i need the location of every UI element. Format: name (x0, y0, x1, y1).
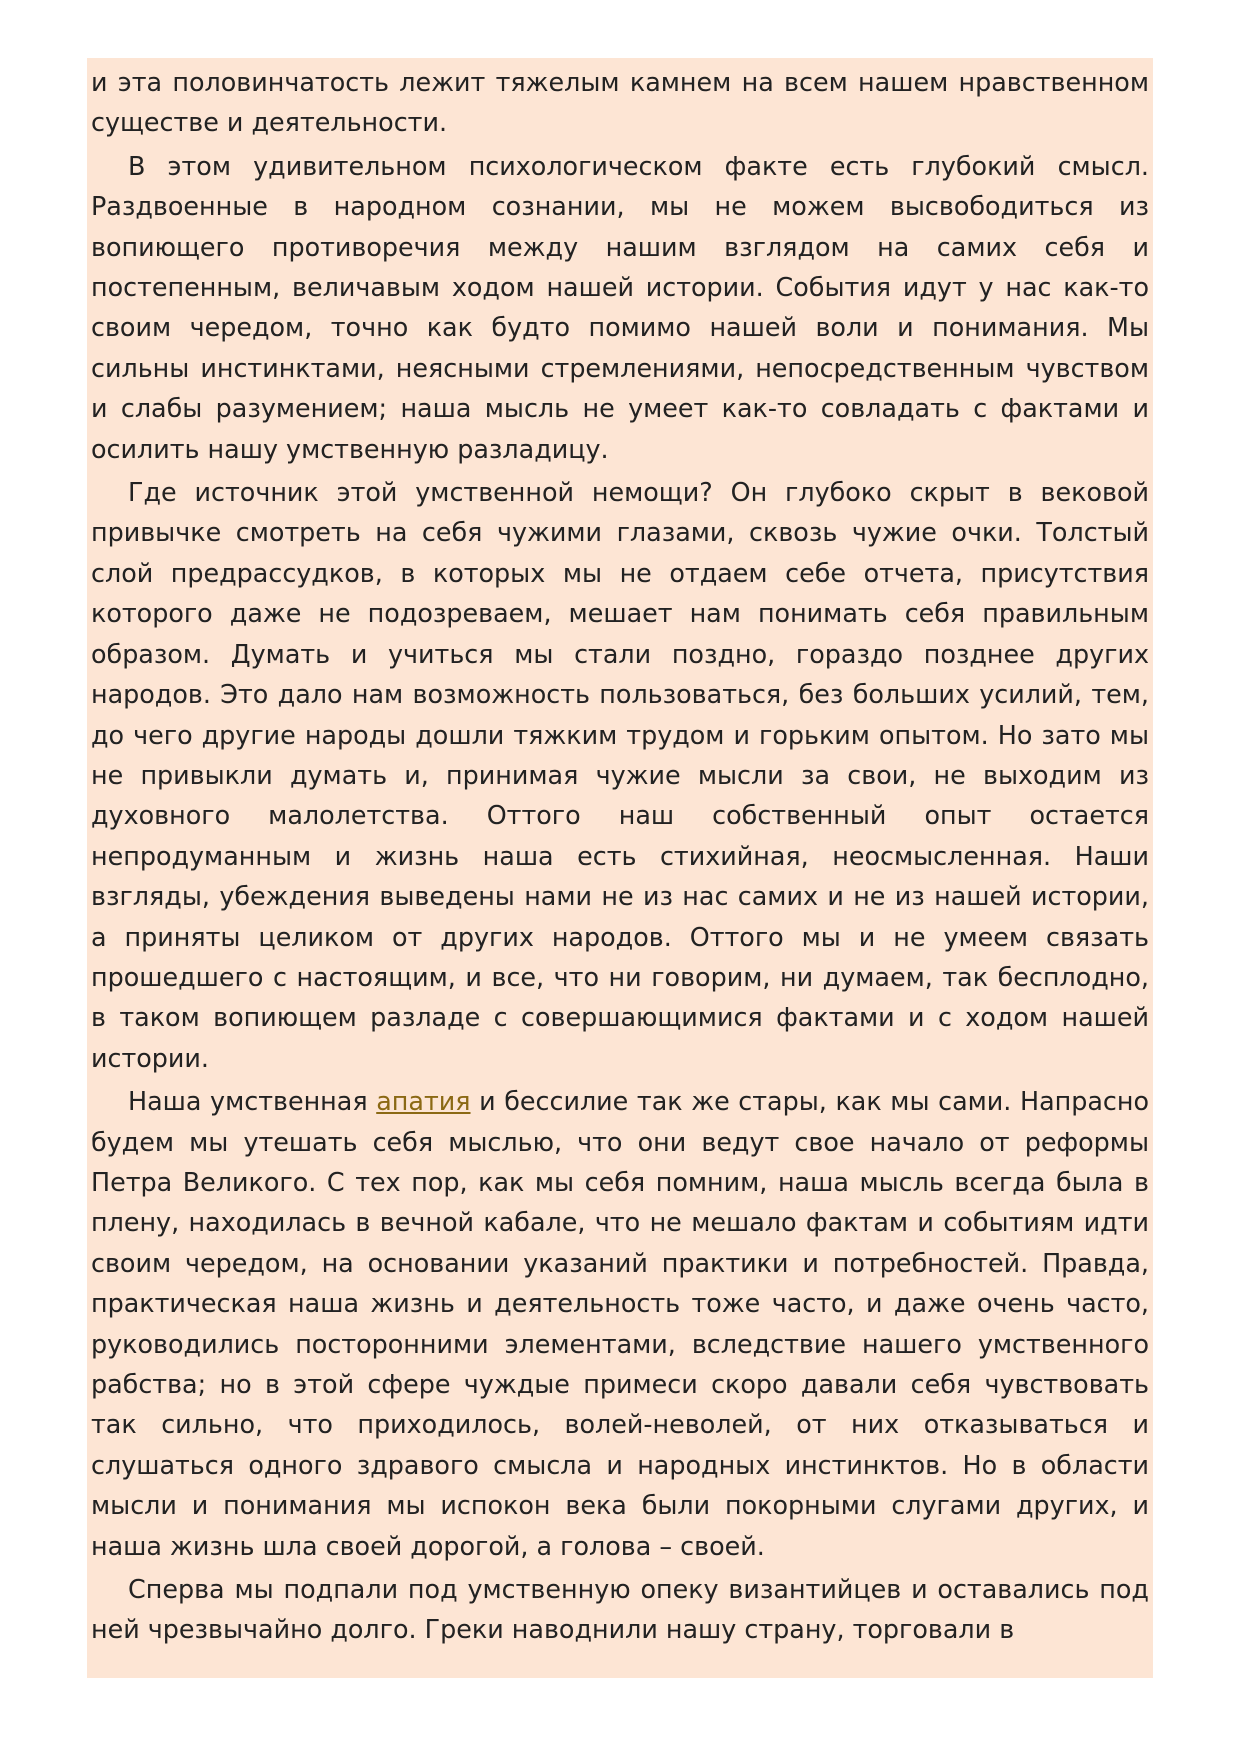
paragraph-text: и бессилие так же стары, как мы сами. Напрасно будем мы утешать себя мыслью, что они ведут свое начало от реформы Петра Великого. С тех пор, как мы себя помним, наша мысль всегда была в плену, находилась в вечной кабале, что не мешало фактам и событиям идти своим чередом, на основании указаний практики и потребностей. Правда, практическая наша жизнь и деятельность тоже часто, и даже очень часто, руководились посторонними элементами, вследствие нашего умственного рабства; но в этой сфере чуждые примеси скоро давали себя чувствовать так сильно, что приходилось, волей-неволей, от них отказываться и слушаться одного здравого смысла и народных инстинктов. Но в области мысли и понимания мы испокон века были покорными слугами других, и наша жизнь шла своей дорогой, а голова – своей. (91, 1086, 1149, 1561)
text-page (87, 58, 1153, 1678)
paragraph-p5 (91, 1569, 1149, 1650)
paragraph-p3 (91, 472, 1149, 1078)
paragraph-p2 (91, 146, 1149, 469)
paragraph-p4 (91, 1081, 1149, 1566)
paragraph-text: В этом удивительном психологическом факте есть глубокий смысл. Раздвоенные в народном сознании, мы не можем высвободиться из вопиющего противоречия между нашим взглядом на самих себя и постепенным, величавым ходом нашей истории. События идут у нас как-то своим чередом, точно как будто помимо нашей воли и понимания. Мы сильны инстинктами, неясными стремлениями, непосредственным чувством и слабы разумением; наша мысль не умеет как-то совладать с фактами и осилить нашу умственную разладицу. (91, 150, 1149, 464)
term-link-apatia[interactable]: апатия (376, 1086, 471, 1117)
paragraph-text: и эта половинчатость лежит тяжелым камнем на всем нашем нравственном существе и деятельности. (91, 67, 1149, 138)
paragraph-p1 (91, 62, 1149, 143)
paragraph-text: Наша умственная (128, 1086, 377, 1117)
paragraph-text: Где источник этой умственной немощи? Он глубоко скрыт в вековой привычке смотреть на себя чужими глазами, сквозь чужие очки. Толстый слой предрассудков, в которых мы не отдаем себе отчета, присутствия которого даже не подозреваем, мешает нам понимать себя правильным образом. Думать и учиться мы стали поздно, гораздо позднее других народов. Это дало нам возможность пользоваться, без больших усилий, тем, до чего другие народы дошли тяжким трудом и горьким опытом. Но зато мы не привыкли думать и, принимая чужие мысли за свои, не выходим из духовного малолетства. Оттого наш собственный опыт остается непродуманным и жизнь наша есть стихийная, неосмысленная. Наши взгляды, убеждения выведены нами не из нас самих и не из нашей истории, а приняты целиком от других народов. Оттого мы и не умеем связать прошедшего с настоящим, и все, что ни говорим, ни думаем, так бесплодно, в таком вопиющем разладе с совершающимися фактами и с ходом нашей истории. (91, 477, 1149, 1073)
paragraph-text: Сперва мы подпали под умственную опеку византийцев и оставались под ней чрезвычайно долго. Греки наводнили нашу страну, торговали в (91, 1574, 1149, 1645)
